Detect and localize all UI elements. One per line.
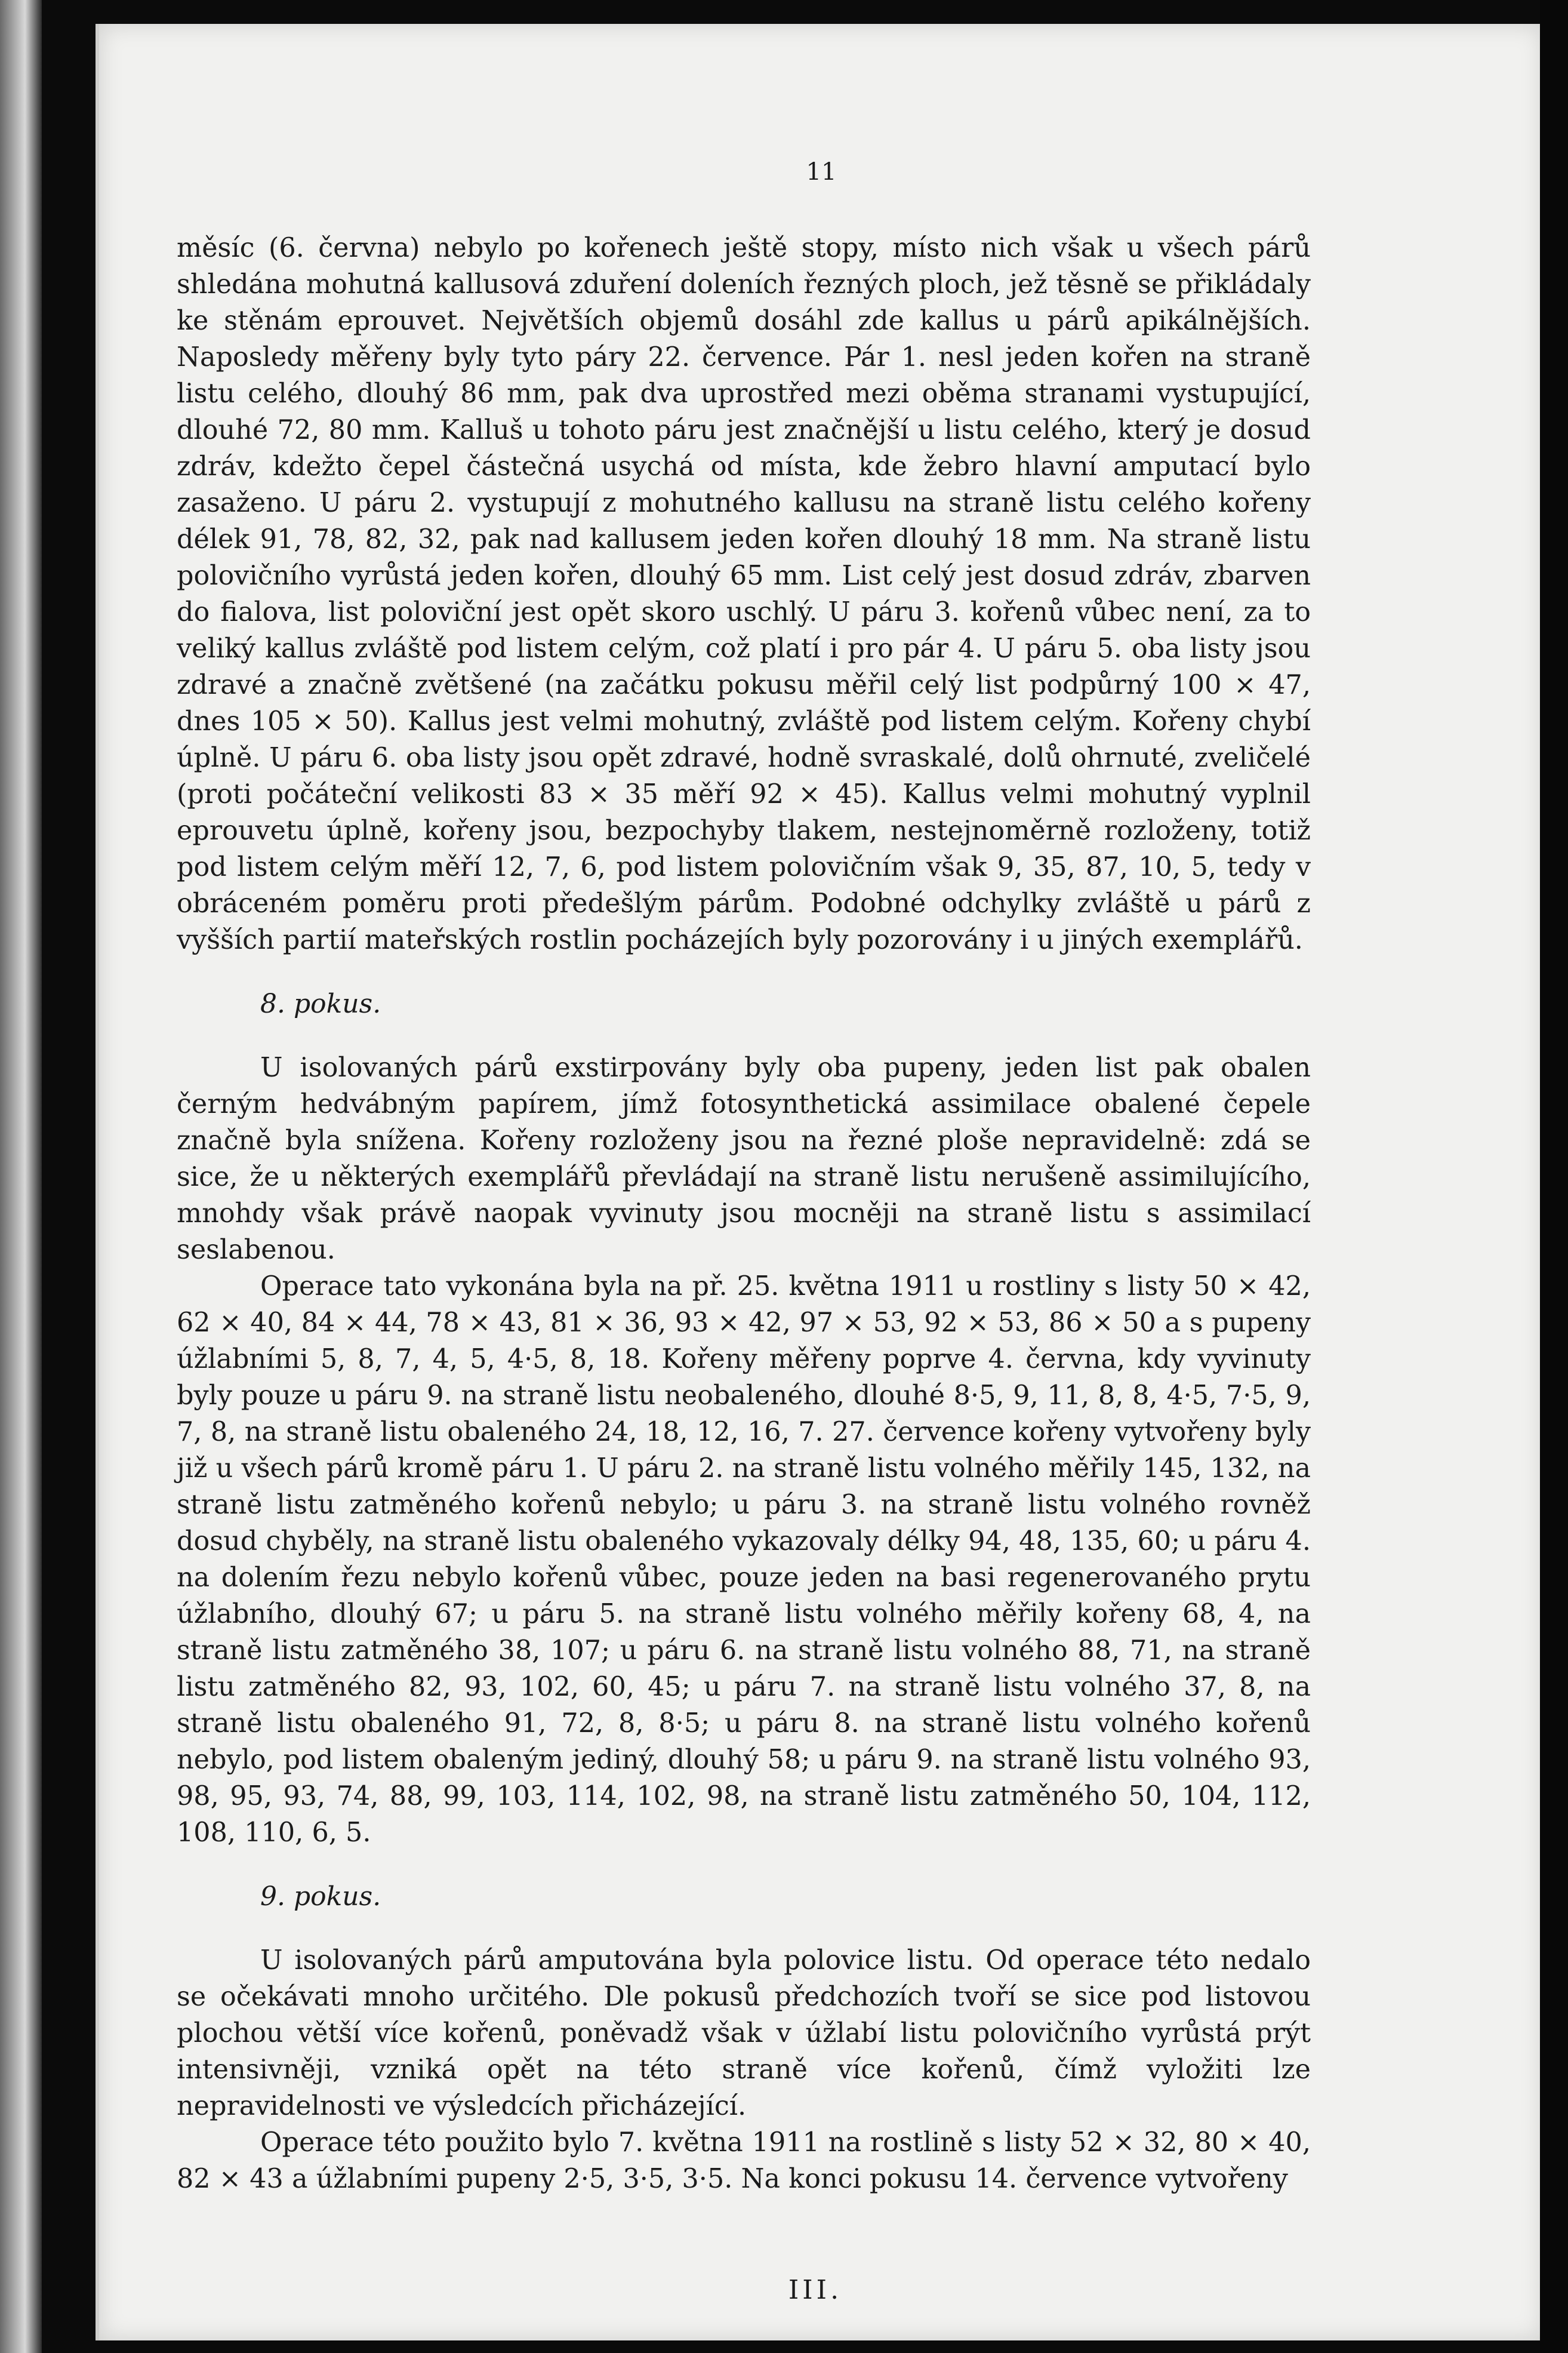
- page-number: 11: [806, 158, 837, 186]
- signature-mark: III.: [788, 2275, 843, 2305]
- page-body: [177, 230, 1311, 2197]
- adjacent-page-edge: [0, 0, 42, 2353]
- book-page: [96, 24, 1544, 2340]
- section-heading-8: 8. pokus.: [260, 989, 381, 1019]
- scan-border: [1540, 0, 1568, 2353]
- paragraph-2: U isolovaných párů exstirpovány byly oba pupeny, jeden list pak obalen černým hedvábným papírem, jímž fotosynthetická assimilace obalené čepele značně byla snížena. Kořeny rozloženy jsou na řezné ploše nepravidelně: zdá se sice, že u některých exemplářů převládají na straně listu nerušeně assimilujícího, mnohdy však právě naopak vyvinuty jsou mocněji na straně listu s assimilací seslabenou.: [177, 1053, 1311, 1265]
- paragraph-1: měsíc (6. června) nebylo po kořenech ještě stopy, místo nich však u všech párů shledána mohutná kallusová zduření doleních řezných ploch, jež těsně se přikládaly ke stěnám eprouvet. Největších objemů dosáhl zde kallus u párů apikálnějších. Naposledy měřeny byly tyto páry 22. července. Pár 1. nesl jeden kořen na straně listu celého, dlouhý 86 mm, pak dva uprostřed mezi oběma stranami vystupující, dlouhé 72, 80 mm. Kalluš u tohoto páru jest značnější u listu celého, který je dosud zdráv, kdežto čepel částečná usychá od místa, kde žebro hlavní amputací bylo zasaženo. U páru 2. vystupují z mohutného kallusu na straně listu celého kořeny délek 91, 78, 82, 32, pak nad kallusem jeden kořen dlouhý 18 mm. Na straně listu polovičního vyrůstá jeden kořen, dlouhý 65 mm. List celý jest dosud zdráv, zbarven do fialova, list poloviční jest opět skoro uschlý. U páru 3. kořenů vůbec není, za to veliký kallus zvláště pod listem celým, což platí i pro pár 4. U páru 5. oba listy jsou zdravé a značně zvětšené (na začátku pokusu měřil celý list podpůrný 100 × 47, dnes 105 × 50). Kallus jest velmi mohutný, zvláště pod listem celým. Kořeny chybí úplně. U páru 6. oba listy jsou opět zdravé, hodně svraskalé, dolů ohrnuté, zveličelé (proti počáteční velikosti 83 × 35 měří 92 × 45). Kallus velmi mohutný vyplnil eprouvetu úplně, kořeny jsou, bezpochyby tlakem, nestejnoměrně rozloženy, totiž pod listem celým měří 12, 7, 6, pod listem polovičním však 9, 35, 87, 10, 5, tedy v obráceném poměru proti předešlým párům. Podobné odchylky zvláště u párů z vyšších partií mateřských rostlin pocházejích byly pozorovány i u jiných exemplářů.: [177, 233, 1311, 955]
- paragraph-4: U isolovaných párů amputována byla polovice listu. Od operace této nedalo se očekávati mnoho určitého. Dle pokusů předchozích tvoří se sice pod listovou plochou větší více kořenů, poněvadž však v úžlabí listu polovičního vyrůstá prýt intensivněji, vzniká opět na této straně více kořenů, čímž vyložiti lze nepravidelnosti ve výsledcích přicházející.: [177, 1945, 1311, 2121]
- section-heading-9: 9. pokus.: [260, 1881, 381, 1912]
- paragraph-3: Operace tato vykonána byla na př. 25. května 1911 u rostliny s listy 50 × 42, 62 × 40, 84 × 44, 78 × 43, 81 × 36, 93 × 42, 97 × 53, 92 × 53, 86 × 50 a s pupeny úžlabními 5, 8, 7, 4, 5, 4·5, 8, 18. Kořeny měřeny poprve 4. června, kdy vyvinuty byly pouze u páru 9. na straně listu neobaleného, dlouhé 8·5, 9, 11, 8, 8, 4·5, 7·5, 9, 7, 8, na straně listu obaleného 24, 18, 12, 16, 7. 27. července kořeny vytvořeny byly již u všech párů kromě páru 1. U páru 2. na straně listu volného měřily 145, 132, na straně listu zatměného kořenů nebylo; u páru 3. na straně listu volného rovněž dosud chyběly, na straně listu obaleného vykazovaly délky 94, 48, 135, 60; u páru 4. na dolením řezu nebylo kořenů vůbec, pouze jeden na basi regenerovaného prytu úžlabního, dlouhý 67; u páru 5. na straně listu volného měřily kořeny 68, 4, na straně listu zatměného 38, 107; u páru 6. na straně listu volného 88, 71, na straně listu zatměného 82, 93, 102, 60, 45; u páru 7. na straně listu volného 37, 8, na straně listu obaleného 91, 72, 8, 8·5; u páru 8. na straně listu volného kořenů nebylo, pod listem obaleným jediný, dlouhý 58; u páru 9. na straně listu volného 93, 98, 95, 93, 74, 88, 99, 103, 114, 102, 98, na straně listu zatměného 50, 104, 112, 108, 110, 6, 5.: [177, 1271, 1311, 1848]
- paragraph-5: Operace této použito bylo 7. května 1911 na rostlině s listy 52 × 32, 80 × 40, 82 × 43 a úžlabními pupeny 2·5, 3·5, 3·5. Na konci pokusu 14. července vytvořeny: [177, 2127, 1311, 2194]
